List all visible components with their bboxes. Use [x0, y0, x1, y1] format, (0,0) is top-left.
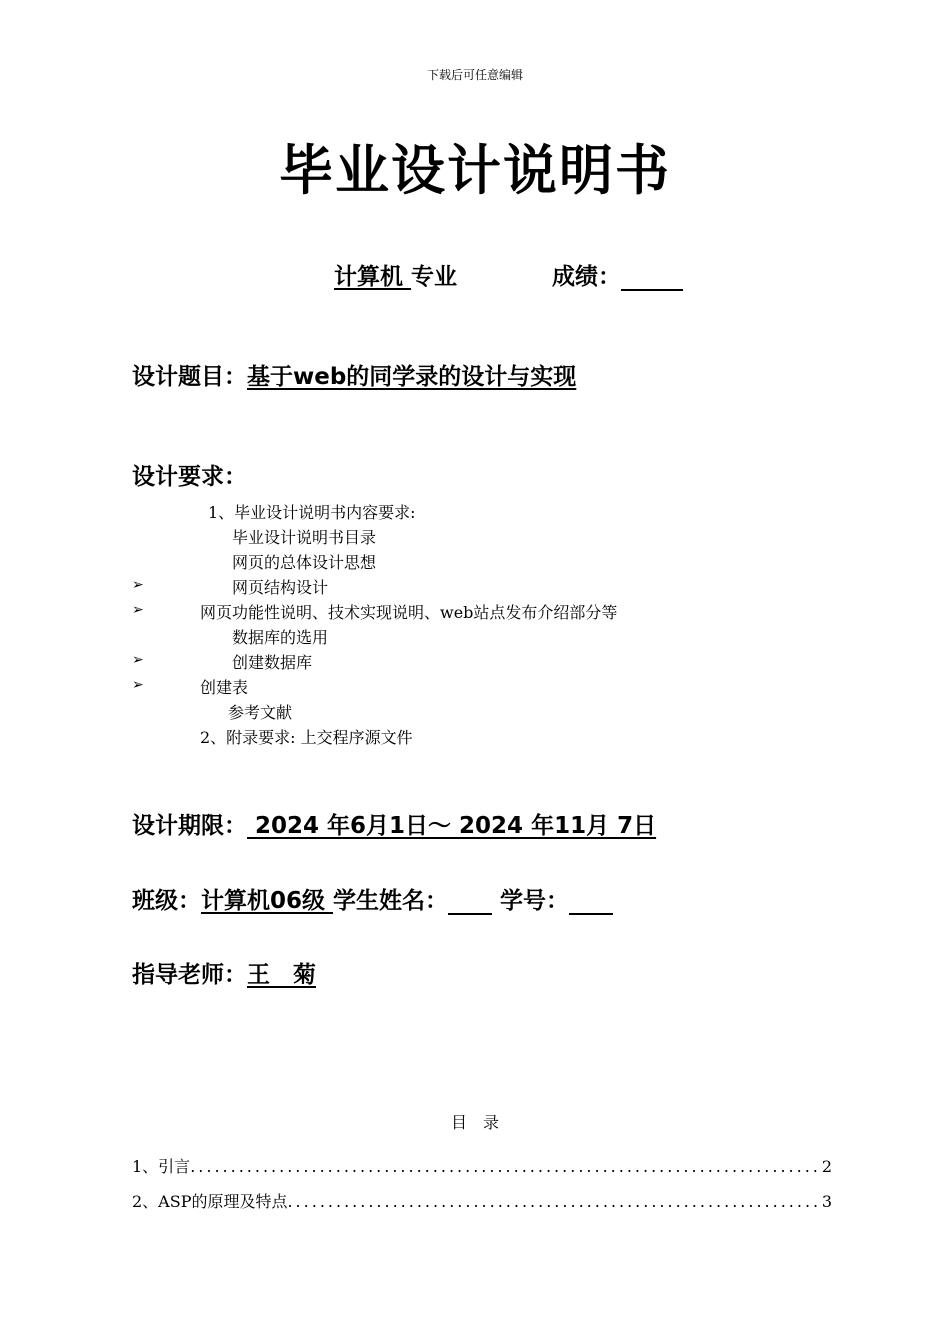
major-line: [334, 258, 457, 291]
advisor-value: 王 菊: [247, 962, 316, 988]
toc-entry-page: 3: [821, 1192, 832, 1211]
document-title: 毕业设计说明书: [279, 139, 671, 202]
req-item: 创建数据库: [232, 653, 313, 672]
req-item: 毕业设计说明书目录: [232, 528, 377, 547]
req-item: 网页的总体设计思想: [232, 553, 377, 572]
requirements-heading: 设计要求：: [132, 464, 247, 490]
class-label: 班级：: [132, 888, 201, 914]
toc-title: 目 录: [450, 1113, 499, 1132]
topic-value: 基于web的同学录的设计与实现: [247, 364, 577, 390]
student-id-label: 学号：: [500, 888, 570, 914]
arrow-bullet-icon: ➢: [132, 677, 144, 693]
major-value: 计算机: [334, 264, 412, 290]
toc-entry[interactable]: [132, 1154, 832, 1177]
topic-line: [132, 358, 576, 391]
arrow-bullet-icon: ➢: [132, 577, 144, 593]
student-id-blank: [569, 891, 613, 915]
toc-entry-page: 2: [821, 1157, 832, 1176]
class-value: 计算机06级: [201, 888, 334, 914]
topic-label: 设计题目：: [132, 364, 247, 390]
period-line: [132, 807, 656, 840]
student-name-label: 学生姓名：: [333, 888, 449, 914]
toc-entry-label: 1、引言: [132, 1157, 191, 1176]
toc-leader-dots: [190, 1157, 822, 1176]
req-item: 参考文献: [228, 703, 293, 722]
grade-line: [552, 258, 683, 291]
toc-leader-dots: [287, 1192, 821, 1211]
toc-entry[interactable]: [132, 1189, 832, 1212]
class-line: [132, 882, 613, 915]
advisor-label: 指导老师：: [132, 962, 247, 988]
req-item: 创建表: [200, 678, 249, 697]
arrow-bullet-icon: ➢: [132, 652, 144, 668]
grade-label: 成绩：: [552, 264, 621, 290]
toc-entry-label: 2、ASP的原理及特点: [132, 1192, 288, 1211]
period-value: 2024 年6月1日～ 2024 年11月 7日: [247, 813, 657, 839]
header-note: 下载后可任意编辑: [426, 68, 523, 82]
student-name-blank: [448, 891, 492, 915]
grade-blank: [621, 267, 683, 291]
period-label: 设计期限：: [132, 813, 247, 839]
major-label: 专业: [411, 264, 458, 290]
advisor-line: [132, 956, 316, 989]
req-item: 2、附录要求: 上交程序源文件: [200, 728, 413, 747]
req-item: 数据库的选用: [232, 628, 329, 647]
req-item: 网页功能性说明、技术实现说明、web站点发布介绍部分等: [200, 603, 618, 622]
req-item: 网页结构设计: [232, 578, 329, 597]
arrow-bullet-icon: ➢: [132, 602, 144, 618]
req-item: 1、毕业设计说明书内容要求:: [208, 503, 416, 522]
